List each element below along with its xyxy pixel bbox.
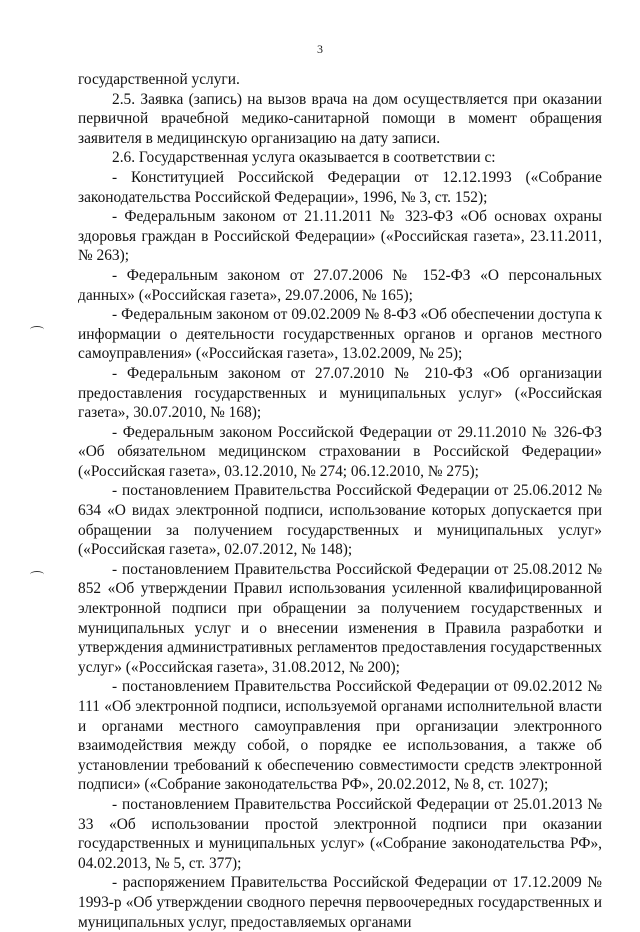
paragraph-continuation: государственной услуги.: [78, 71, 240, 88]
list-item-resolution-852: - постановлением Правительства Российской Федерации от 25.08.2012 № 852 «Об утверждении Правил использования усиленной квалифицированной электронной подписи при обращении за получением государственных и муниципальных услуг и о внесении изменения в Правила разработки и утверждения административных регламентов предоставления государственных услуг» («Российская газета», 31.08.2012, № 200);: [78, 560, 602, 676]
paragraph-2-5: 2.5. Заявка (запись) на вызов врача на дом осуществляется при оказании первичной врачебной медико-санитарной помощи в момент обращения заявителя в медицинскую организацию на дату записи.: [78, 90, 602, 147]
list-item-resolution-634: - постановлением Правительства Российской Федерации от 25.06.2012 № 634 «О видах электронной подписи, использование которых допускается при обращении за получением государственных и муниципальных услуг» («Российская газета», 02.07.2012, № 148);: [78, 482, 602, 559]
margin-mark: [30, 326, 44, 333]
list-item-law-152: - Федеральным законом от 27.07.2006 № 152-ФЗ «О персональных данных» («Российская газета», 29.07.2006, № 165);: [78, 266, 602, 304]
list-item-resolution-33: - постановлением Правительства Российской Федерации от 25.01.2013 № 33 «Об использовании простой электронной подписи при оказании государственных и муниципальных услуг» («Собрание законодательства РФ», 04.02.2013, № 5, ст. 377);: [78, 795, 602, 872]
list-item-law-323: - Федеральным законом от 21.11.2011 № 323-ФЗ «Об основах охраны здоровья граждан в Российской Федерации» («Российская газета», 23.11.2011, № 263);: [78, 208, 602, 265]
list-item-constitution: - Конституцией Российской Федерации от 12.12.1993 («Собрание законодательства Российской Федерации», 1996, № 3, ст. 152);: [78, 168, 602, 206]
list-item-order-1993: - распоряжением Правительства Российской Федерации от 17.12.2009 № 1993-р «Об утверждении сводного перечня первоочередных государственных и муниципальных услуг, предоставляемых органами: [78, 874, 602, 931]
margin-mark: [30, 571, 44, 578]
list-item-resolution-111: - постановлением Правительства Российской Федерации от 09.02.2012 № 111 «Об электронной подписи, используемой органами исполнительной власти и органами местного самоуправления при организации электронного взаимодействия между собой, о порядке ее использования, а также об установлении требований к обеспечению совместимости средств электронной подписи» («Собрание законодательства РФ», 20.02.2012, № 8, ст. 1027);: [78, 678, 602, 794]
page-number: 3: [317, 42, 323, 56]
document-body: [78, 70, 602, 932]
paragraph-2-6: 2.6. Государственная услуга оказывается в соответствии с:: [112, 149, 496, 167]
list-item-law-326: - Федеральным законом Российской Федерации от 29.11.2010 № 326-ФЗ «Об обязательном медицинском страховании в Российской Федерации» («Российская газета», 03.12.2010, № 274; 06.12.2010, № 275);: [78, 423, 602, 480]
list-item-law-210: - Федеральным законом от 27.07.2010 № 210-ФЗ «Об организации предоставления государственных и муниципальных услуг» («Российская газета», 30.07.2010, № 168);: [78, 364, 602, 422]
list-item-law-8: - Федеральным законом от 09.02.2009 № 8-ФЗ «Об обеспечении доступа к информации о деятельности государственных органов и органов местного самоуправления» («Российская газета», 13.02.2009, № 25);: [78, 306, 602, 363]
